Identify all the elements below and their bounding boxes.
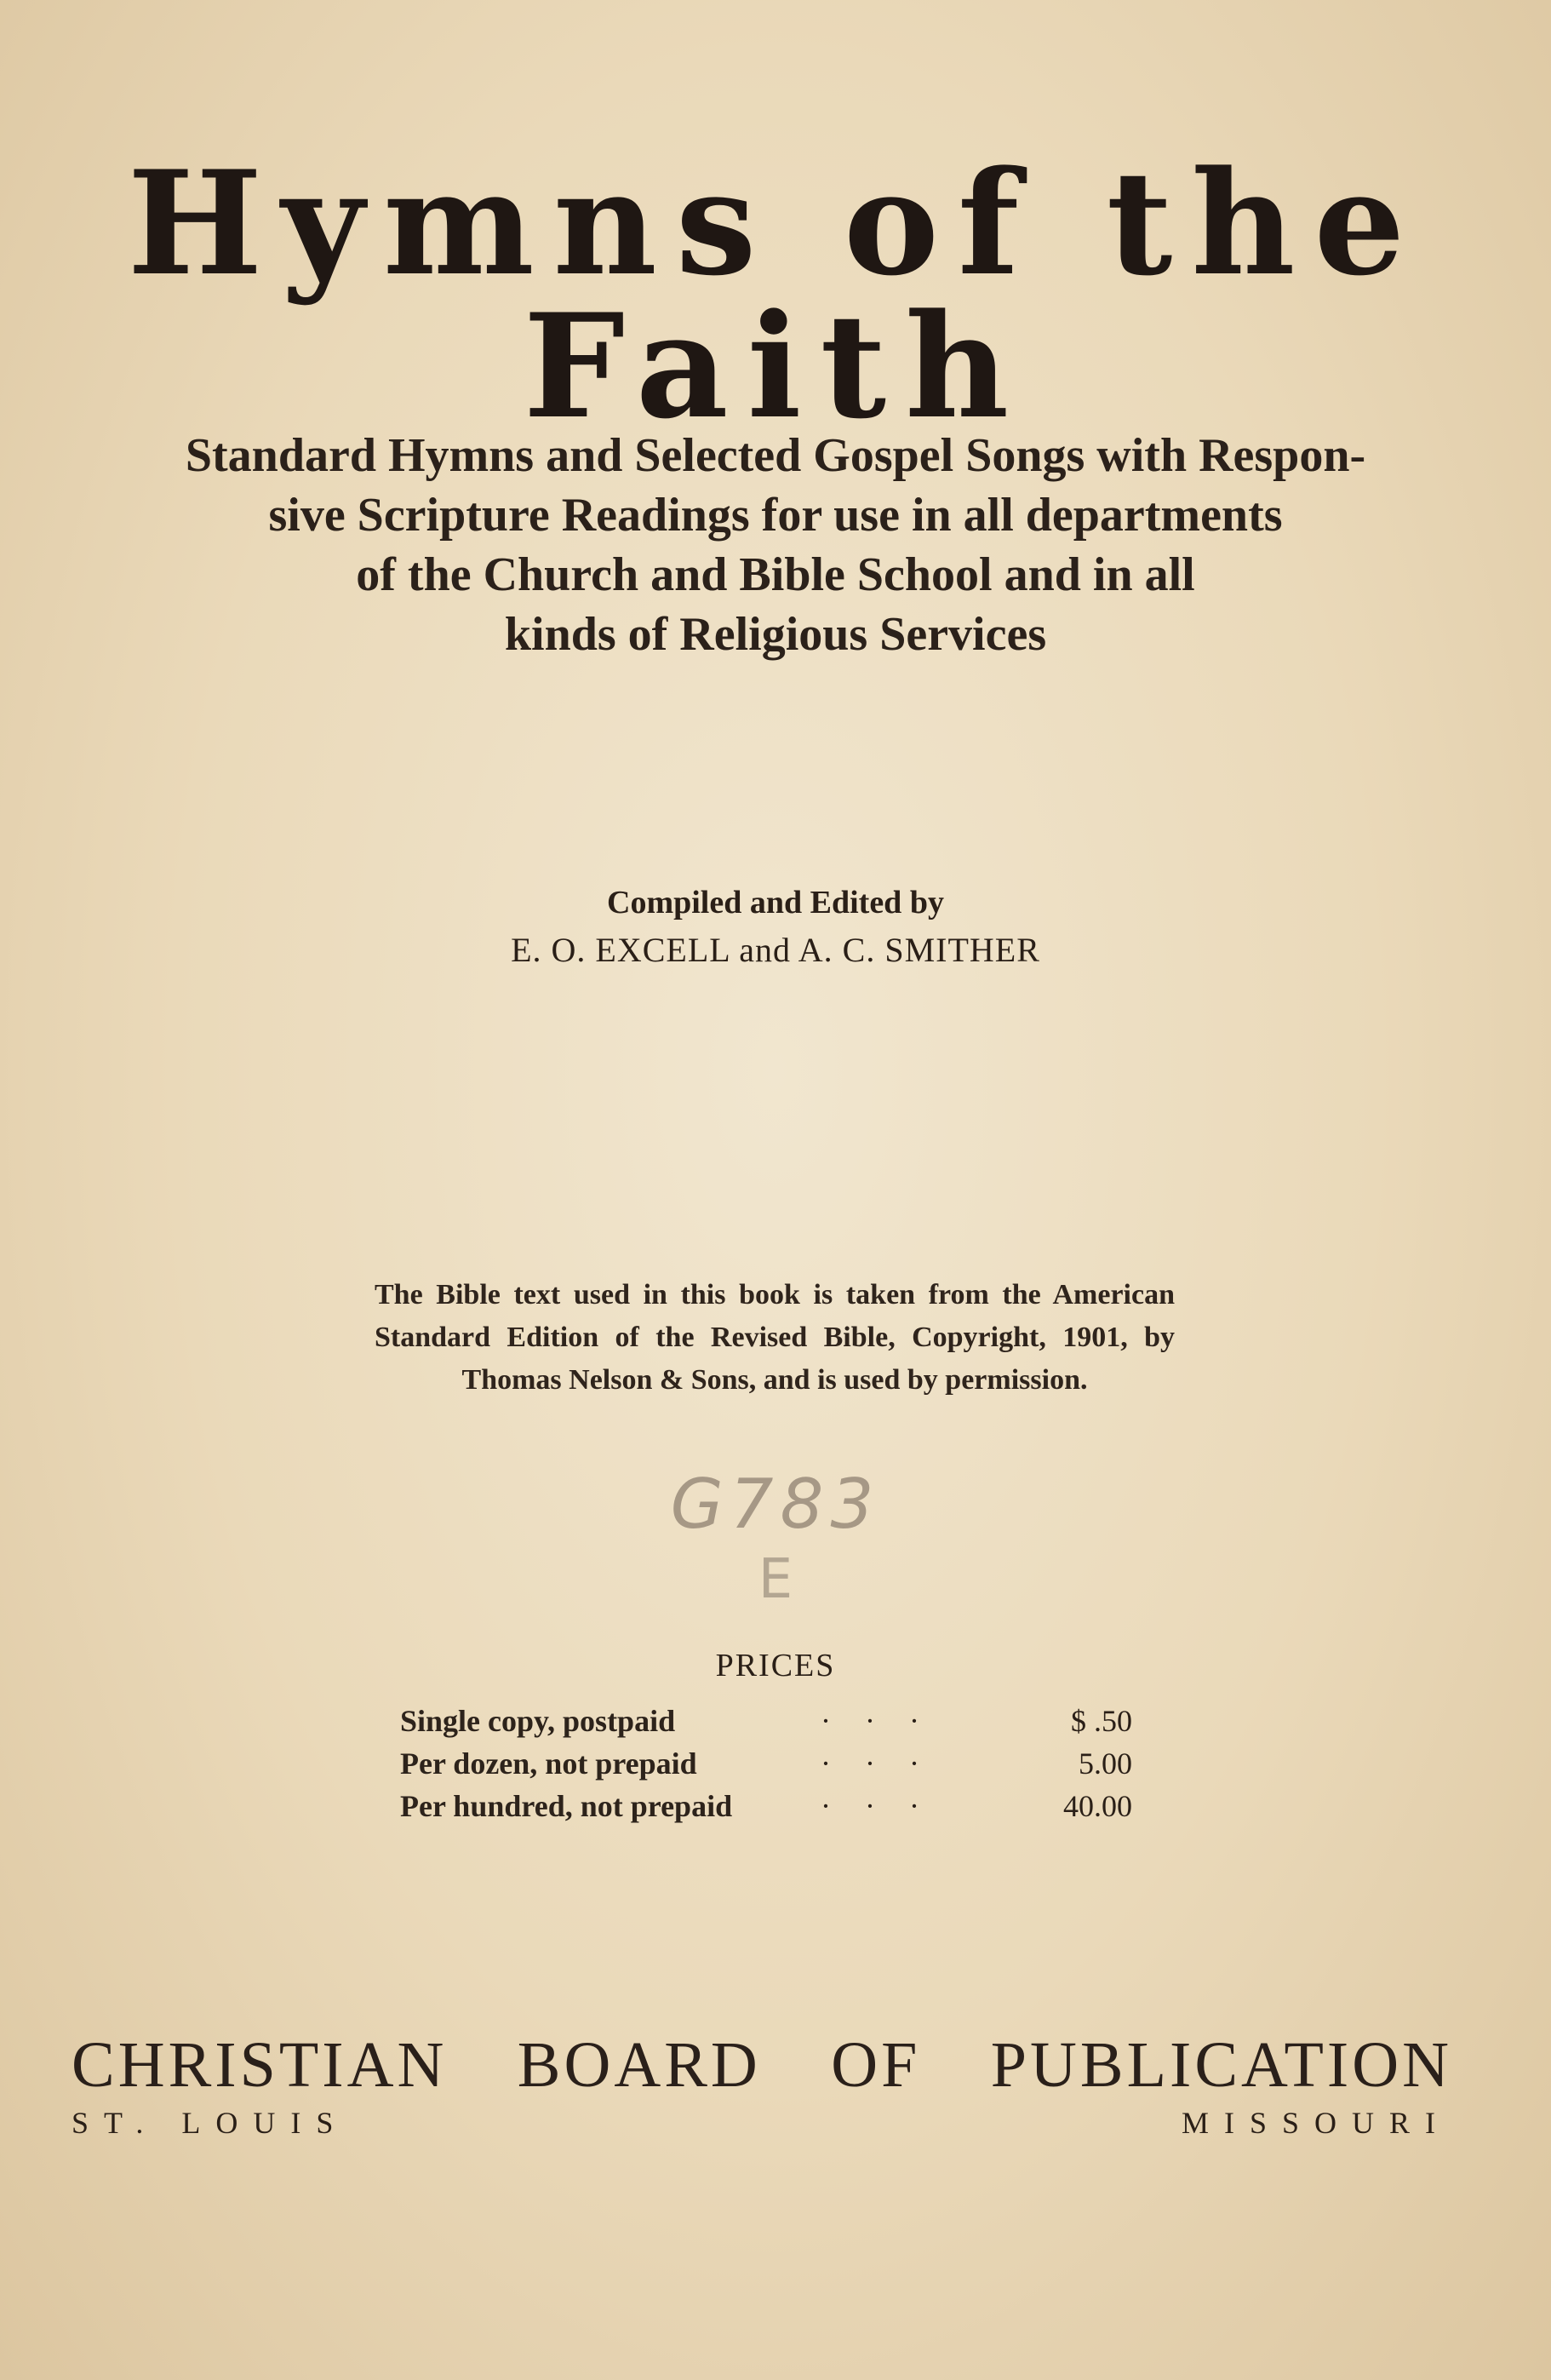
handwritten-call-number: G783 [670, 1465, 881, 1544]
handwritten-letter: E [758, 1548, 793, 1611]
price-label: Per dozen, not prepaid [400, 1746, 697, 1781]
bible-note: The Bible text used in this book is taken from the American Standard Edition of the Revised Bible, Copyright, 1901, by Thomas Nelson & Sons, and is used by permission. [375, 1279, 1175, 1396]
prices-heading: PRICES [715, 1648, 836, 1683]
leader-dots: ··· [821, 1704, 953, 1738]
subtitle [68, 426, 1483, 664]
price-value: $ .50 [1071, 1704, 1132, 1738]
price-value: 5.00 [1079, 1746, 1132, 1781]
price-row [400, 1785, 1132, 1827]
book-title: Hymns of the Faith [127, 139, 1424, 450]
price-label: Per hundred, not prepaid [400, 1789, 733, 1823]
leader-dots: ··· [821, 1789, 953, 1823]
subtitle-line: sive Scripture Readings for use in all departments [268, 489, 1283, 542]
editors: E. O. EXCELL and A. C. SMITHER [511, 931, 1040, 969]
price-row [400, 1700, 1132, 1742]
compiled-label: Compiled and Edited by [607, 885, 944, 920]
subtitle-line: kinds of Religious Services [504, 608, 1047, 661]
price-label: Single copy, postpaid [400, 1704, 676, 1738]
subtitle-line: Standard Hymns and Selected Gospel Songs with Respon- [185, 429, 1366, 482]
price-row [400, 1742, 1132, 1785]
price-value: 40.00 [1063, 1789, 1132, 1823]
publisher-city: ST. LOUIS [72, 2106, 349, 2140]
publisher-state: MISSOURI [1181, 2106, 1451, 2140]
price-list [400, 1700, 1132, 1827]
subtitle-line: of the Church and Bible School and in all [356, 548, 1195, 601]
leader-dots: ··· [821, 1746, 953, 1781]
publisher-name: CHRISTIAN BOARD OF PUBLICATION [72, 2029, 1452, 2101]
